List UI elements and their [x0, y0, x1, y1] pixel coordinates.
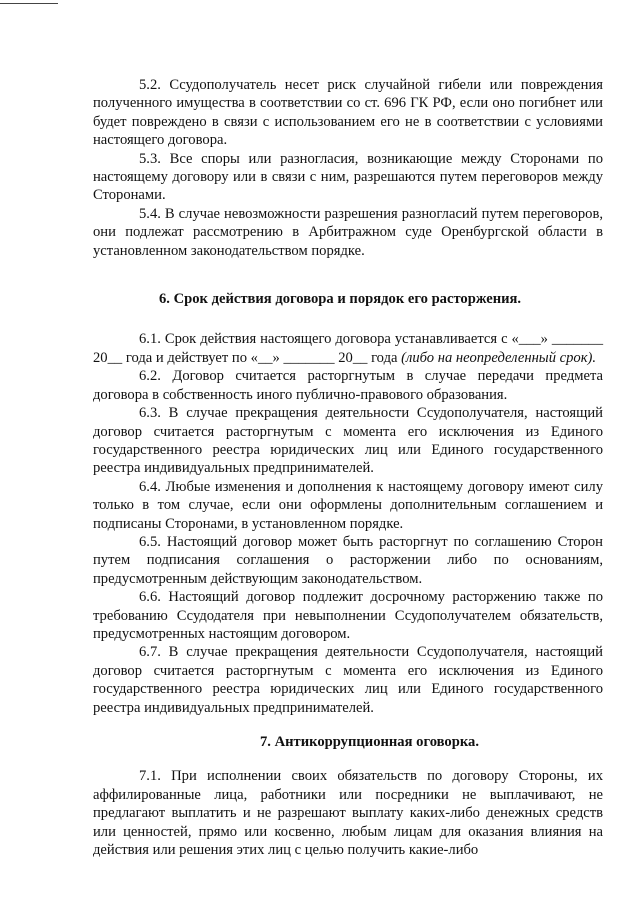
- spacer: [93, 751, 603, 767]
- clause-5-4: 5.4. В случае невозможности разрешения разногласий путем переговоров, они подлежат рассмотрению в Арбитражном суде Оренбургской области в установленном законодательством порядке.: [93, 205, 603, 259]
- section-6-heading: 6. Срок действия договора и порядок его расторжения.: [159, 291, 522, 308]
- clause-6-3: 6.3. В случае прекращения деятельности Ссудополучателя, настоящий договор считается расторгнутым с момента его исключения из Единого государственного реестра юридических лиц или Единого государственного реестра индивидуальных предпринимателей.: [93, 405, 603, 477]
- clause-6-2: 6.2. Договор считается расторгнутым в случае передачи предмета договора в собственность иного публично-правового образования.: [93, 368, 603, 403]
- spacer: [93, 308, 603, 330]
- top-edge-rule: [0, 3, 58, 4]
- clause-6-7: 6.7. В случае прекращения деятельности Ссудополучателя, настоящий договор считается расторгнутым с момента его исключения из Единого государственного реестра юридических лиц или Единого государственного реестра индивидуальных предпринимателей.: [93, 644, 603, 716]
- section-7-heading: 7. Антикоррупционная оговорка.: [260, 734, 479, 750]
- document-page: [93, 76, 603, 859]
- clause-6-1: [93, 330, 603, 367]
- clause-6-1-italic: (либо на неопределенный срок).: [401, 349, 597, 366]
- clause-7-1: 7.1. При исполнении своих обязательств по договору Стороны, их аффилированные лица, работники или посредники не выплачивают, не предлагают выплатить и не разрешают выплату каких-либо денежных средств или ценностей, прямо или косвенно, любым лицам для оказания влияния на действия или решения этих лиц с целью получить какие-либо: [93, 768, 603, 859]
- clause-6-1-text: 6.1. Срок действия настоящего договора устанавливается с «___» _______ 20__ года и действует по «__» _______ 20__ года: [93, 331, 603, 366]
- clause-6-5: 6.5. Настоящий договор может быть расторгнут по соглашению Сторон путем подписания соглашения о расторжении либо по основаниям, предусмотренным действующим законодательством.: [93, 533, 603, 587]
- clause-6-4: 6.4. Любые изменения и дополнения к настоящему договору имеют силу только в том случае, если они оформлены дополнительным соглашением и подписаны Сторонами, в установленном порядке.: [93, 478, 603, 532]
- clause-5-3: 5.3. Все споры или разногласия, возникающие между Сторонами по настоящему договору или в связи с ним, разрешаются путем переговоров между Сторонами.: [93, 150, 603, 204]
- spacer: [93, 717, 603, 733]
- spacer: [93, 260, 603, 290]
- clause-6-6: 6.6. Настоящий договор подлежит досрочному расторжению также по требованию Ссудодателя при невыполнении Ссудополучателем обязательств, предусмотренных настоящим договором.: [93, 589, 603, 642]
- clause-5-2: 5.2. Ссудополучатель несет риск случайной гибели или повреждения полученного имущества в соответствии со ст. 696 ГК РФ, если оно погибнет или будет повреждено в связи с использованием его не в соответствии с условиями настоящего договора.: [93, 77, 603, 149]
